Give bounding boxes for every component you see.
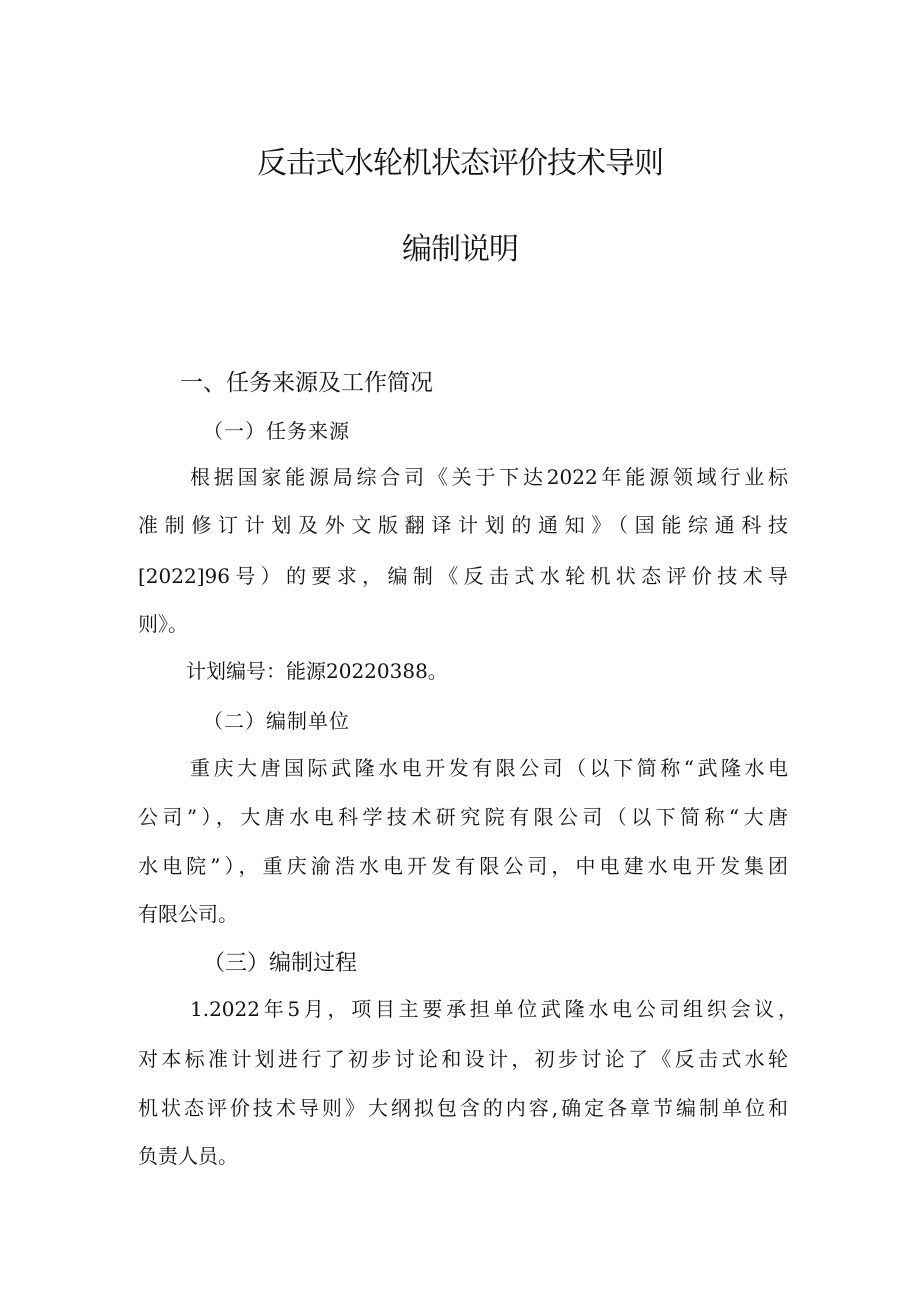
paragraph-line-text: 能源局综合司《关于下达2022年能源领域行业标: [285, 465, 789, 489]
paragraph-process-line-2: 对本标准计划进行了初步讨论和设计，初步讨论了《反击式水轮: [138, 1047, 788, 1071]
paragraph-process-line-4: 负责人员。: [138, 1144, 238, 1168]
paragraph-units-line-4: 有限公司。: [138, 902, 238, 926]
paragraph-lead-text: 根据国家: [190, 465, 286, 489]
subheading-drafting-process: （三）编制过程: [203, 951, 358, 976]
paragraph-units-line-3: 水电院”），重庆渝浩水电开发有限公司，中电建水电开发集团: [138, 854, 788, 878]
section-heading-task-source-overview: 一、任务来源及工作简况: [180, 370, 433, 396]
paragraph-units-line-2: 公司”），大唐水电科学技术研究院有限公司（以下简称“大唐: [138, 805, 788, 829]
paragraph-task-source-line-1: [190, 462, 788, 492]
plan-number: 计划编号：能源20220388。: [186, 659, 448, 683]
subheading-task-source: （一）任务来源: [203, 419, 350, 443]
paragraph-process-line-3: 机状态评价技术导则》大纲拟包含的内容,确定各章节编制单位和: [138, 1096, 788, 1120]
paragraph-task-source-line-3: [2022]96号）的要求，编制《反击式水轮机状态评价技术导: [138, 564, 788, 588]
paragraph-units-line-1: 重庆大唐国际武隆水电开发有限公司（以下简称“武隆水电: [190, 756, 788, 780]
paragraph-process-line-1: 1.2022年5月，项目主要承担单位武隆水电公司组织会议，: [190, 997, 798, 1021]
document-title: 反击式水轮机状态评价技术导则: [257, 146, 663, 181]
paragraph-task-source-line-4: 则》。: [138, 612, 188, 636]
paragraph-task-source-line-2: 准制修订计划及外文版翻译计划的通知》（国能综通科技: [138, 513, 788, 537]
document-subtitle: 编制说明: [402, 232, 518, 267]
subheading-drafting-units: （二）编制单位: [203, 709, 350, 733]
